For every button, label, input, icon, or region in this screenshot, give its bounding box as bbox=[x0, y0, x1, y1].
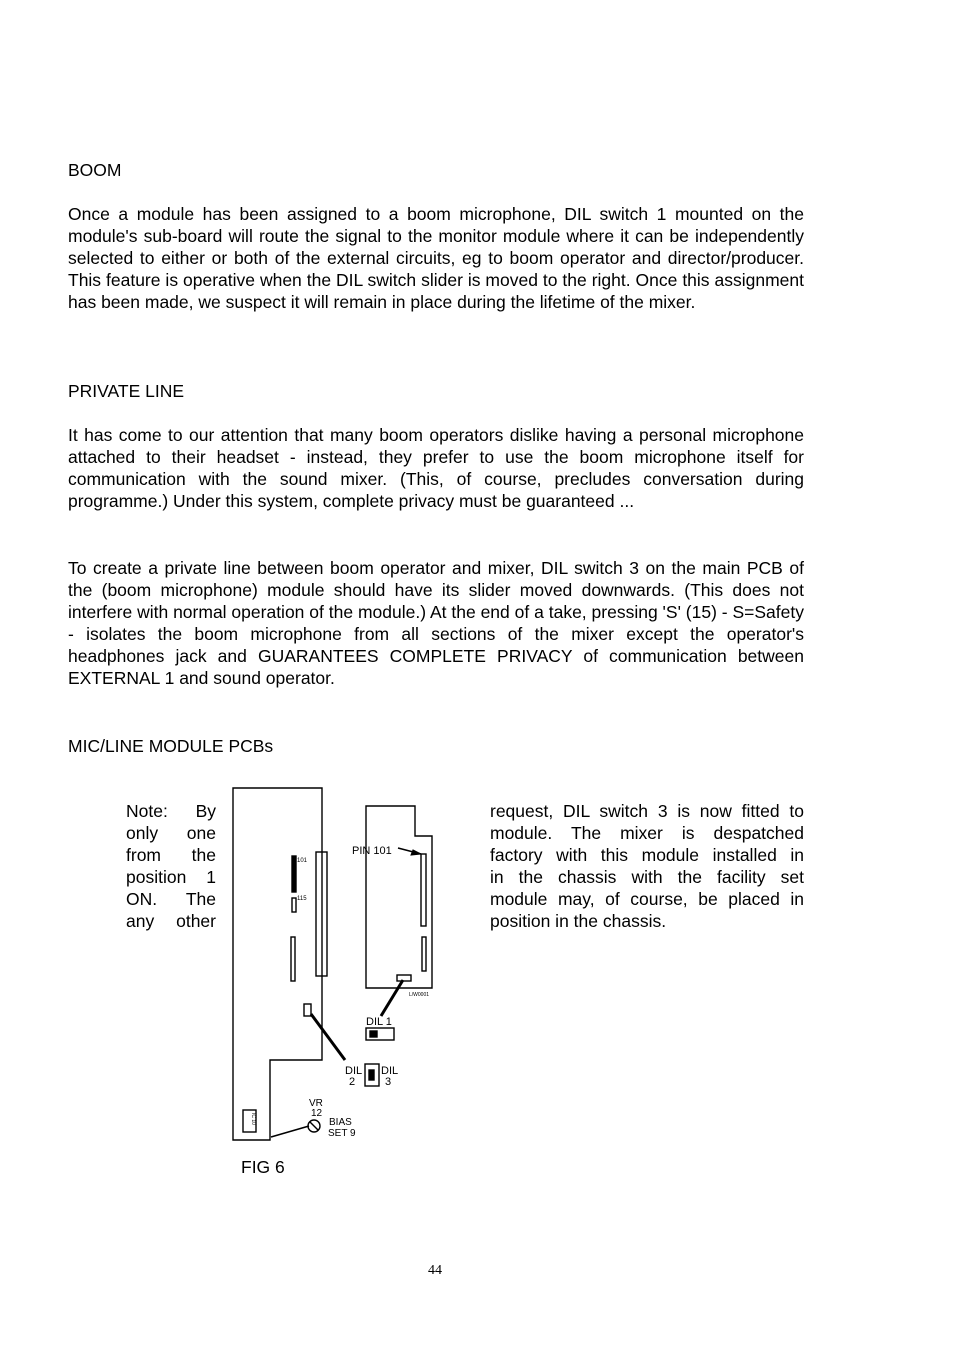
edge-connector-lower bbox=[291, 937, 295, 981]
note-right-line: position in the chassis. bbox=[490, 911, 667, 931]
mic-line-heading: MIC/LINE MODULE PCBs bbox=[68, 736, 274, 756]
boom-paragraph: Once a module has been assigned to a boom microphone, DIL switch 1 mounted on the module's sub-board will route the signal to the monitor module where it can be independently selected to either or both of the external circuits, eg to boom operator and director/producer. This feature is operative when the DIL switch slider is moved to the right. Once this assignment has been made, we suspect it will remain in place during the lifetime of the mixer. bbox=[68, 204, 804, 312]
note-right-column bbox=[490, 800, 804, 932]
vr12-label-top: VR bbox=[309, 1098, 323, 1109]
dil2-label-top: DIL bbox=[345, 1065, 363, 1077]
sub-board-connector bbox=[421, 854, 426, 926]
private-line-heading: PRIVATE LINE bbox=[68, 381, 185, 401]
bias-label-top: BIAS bbox=[329, 1117, 352, 1128]
boom-heading: BOOM bbox=[68, 160, 122, 180]
note-left-line: Note: By bbox=[126, 801, 216, 821]
fig6-pcb-diagram bbox=[225, 780, 465, 1150]
note-left-line: position 1 bbox=[126, 867, 216, 887]
note-right-line: in the chassis with the facility set bbox=[490, 867, 804, 887]
edge-connector-115 bbox=[292, 898, 296, 912]
connector-115-label: 115 bbox=[297, 896, 307, 902]
figure-caption: FIG 6 bbox=[241, 1157, 285, 1177]
edge-connector-101 bbox=[292, 856, 296, 892]
dil3-label-top: DIL bbox=[381, 1065, 399, 1077]
private-line-paragraph-1: It has come to our attention that many boom operators dislike having a personal microphone attached to their headset - instead, they prefer to use the boom microphone itself for communication with the sound mixer. (This, of course, precludes conversation during programme.) Under this system, complete privacy must be guaranteed ... bbox=[68, 425, 804, 511]
bias-label-bottom: SET 9 bbox=[328, 1128, 356, 1139]
pin101-label: PIN 101 bbox=[352, 845, 392, 857]
note-left-line: ON. The bbox=[126, 889, 216, 909]
note-right-line: module may, of course, be placed in bbox=[490, 889, 804, 909]
note-left-line: only one bbox=[126, 823, 216, 843]
dil2-label-bottom: 2 bbox=[349, 1076, 356, 1088]
connector-101-label: 101 bbox=[297, 858, 308, 864]
note-right-line: module. The mixer is despatched bbox=[490, 823, 804, 843]
board-ref-label: L/W0001 bbox=[409, 992, 430, 998]
dil1-mount bbox=[397, 975, 411, 981]
main-pcb-outline bbox=[233, 788, 322, 1140]
note-left-line: any other bbox=[126, 911, 216, 931]
ic10-label: IC 10 bbox=[250, 1113, 256, 1125]
page-number: 44 bbox=[428, 1263, 442, 1278]
note-right-line: request, DIL switch 3 is now fitted to bbox=[490, 801, 804, 821]
dil1-slider bbox=[370, 1031, 377, 1037]
note-left-column bbox=[126, 800, 216, 932]
dil3-label-bottom: 3 bbox=[385, 1076, 392, 1088]
sub-board-connector-lower bbox=[422, 937, 426, 971]
note-left-line: from the bbox=[126, 845, 216, 865]
note-right-line: factory with this module installed in bbox=[490, 845, 804, 865]
dil1-label: DIL 1 bbox=[366, 1016, 392, 1028]
vr12-label-bottom: 12 bbox=[311, 1108, 323, 1119]
dil2-switch-component bbox=[304, 1004, 311, 1016]
private-line-paragraph-2: To create a private line between boom operator and mixer, DIL switch 3 on the main PCB of the (boom microphone) module should have its slider moved downwards. (This does not interfere with normal operation of the module.) At the end of a take, pressing 'S' (15) - S=Safety - isolates the boom microphone from all sections of the mixer except the operator's headphones jack and GUARANTEES COMPLETE PRIVACY of communication between EXTERNAL 1 and sound operator. bbox=[68, 558, 804, 688]
dil23-slider bbox=[369, 1070, 374, 1080]
